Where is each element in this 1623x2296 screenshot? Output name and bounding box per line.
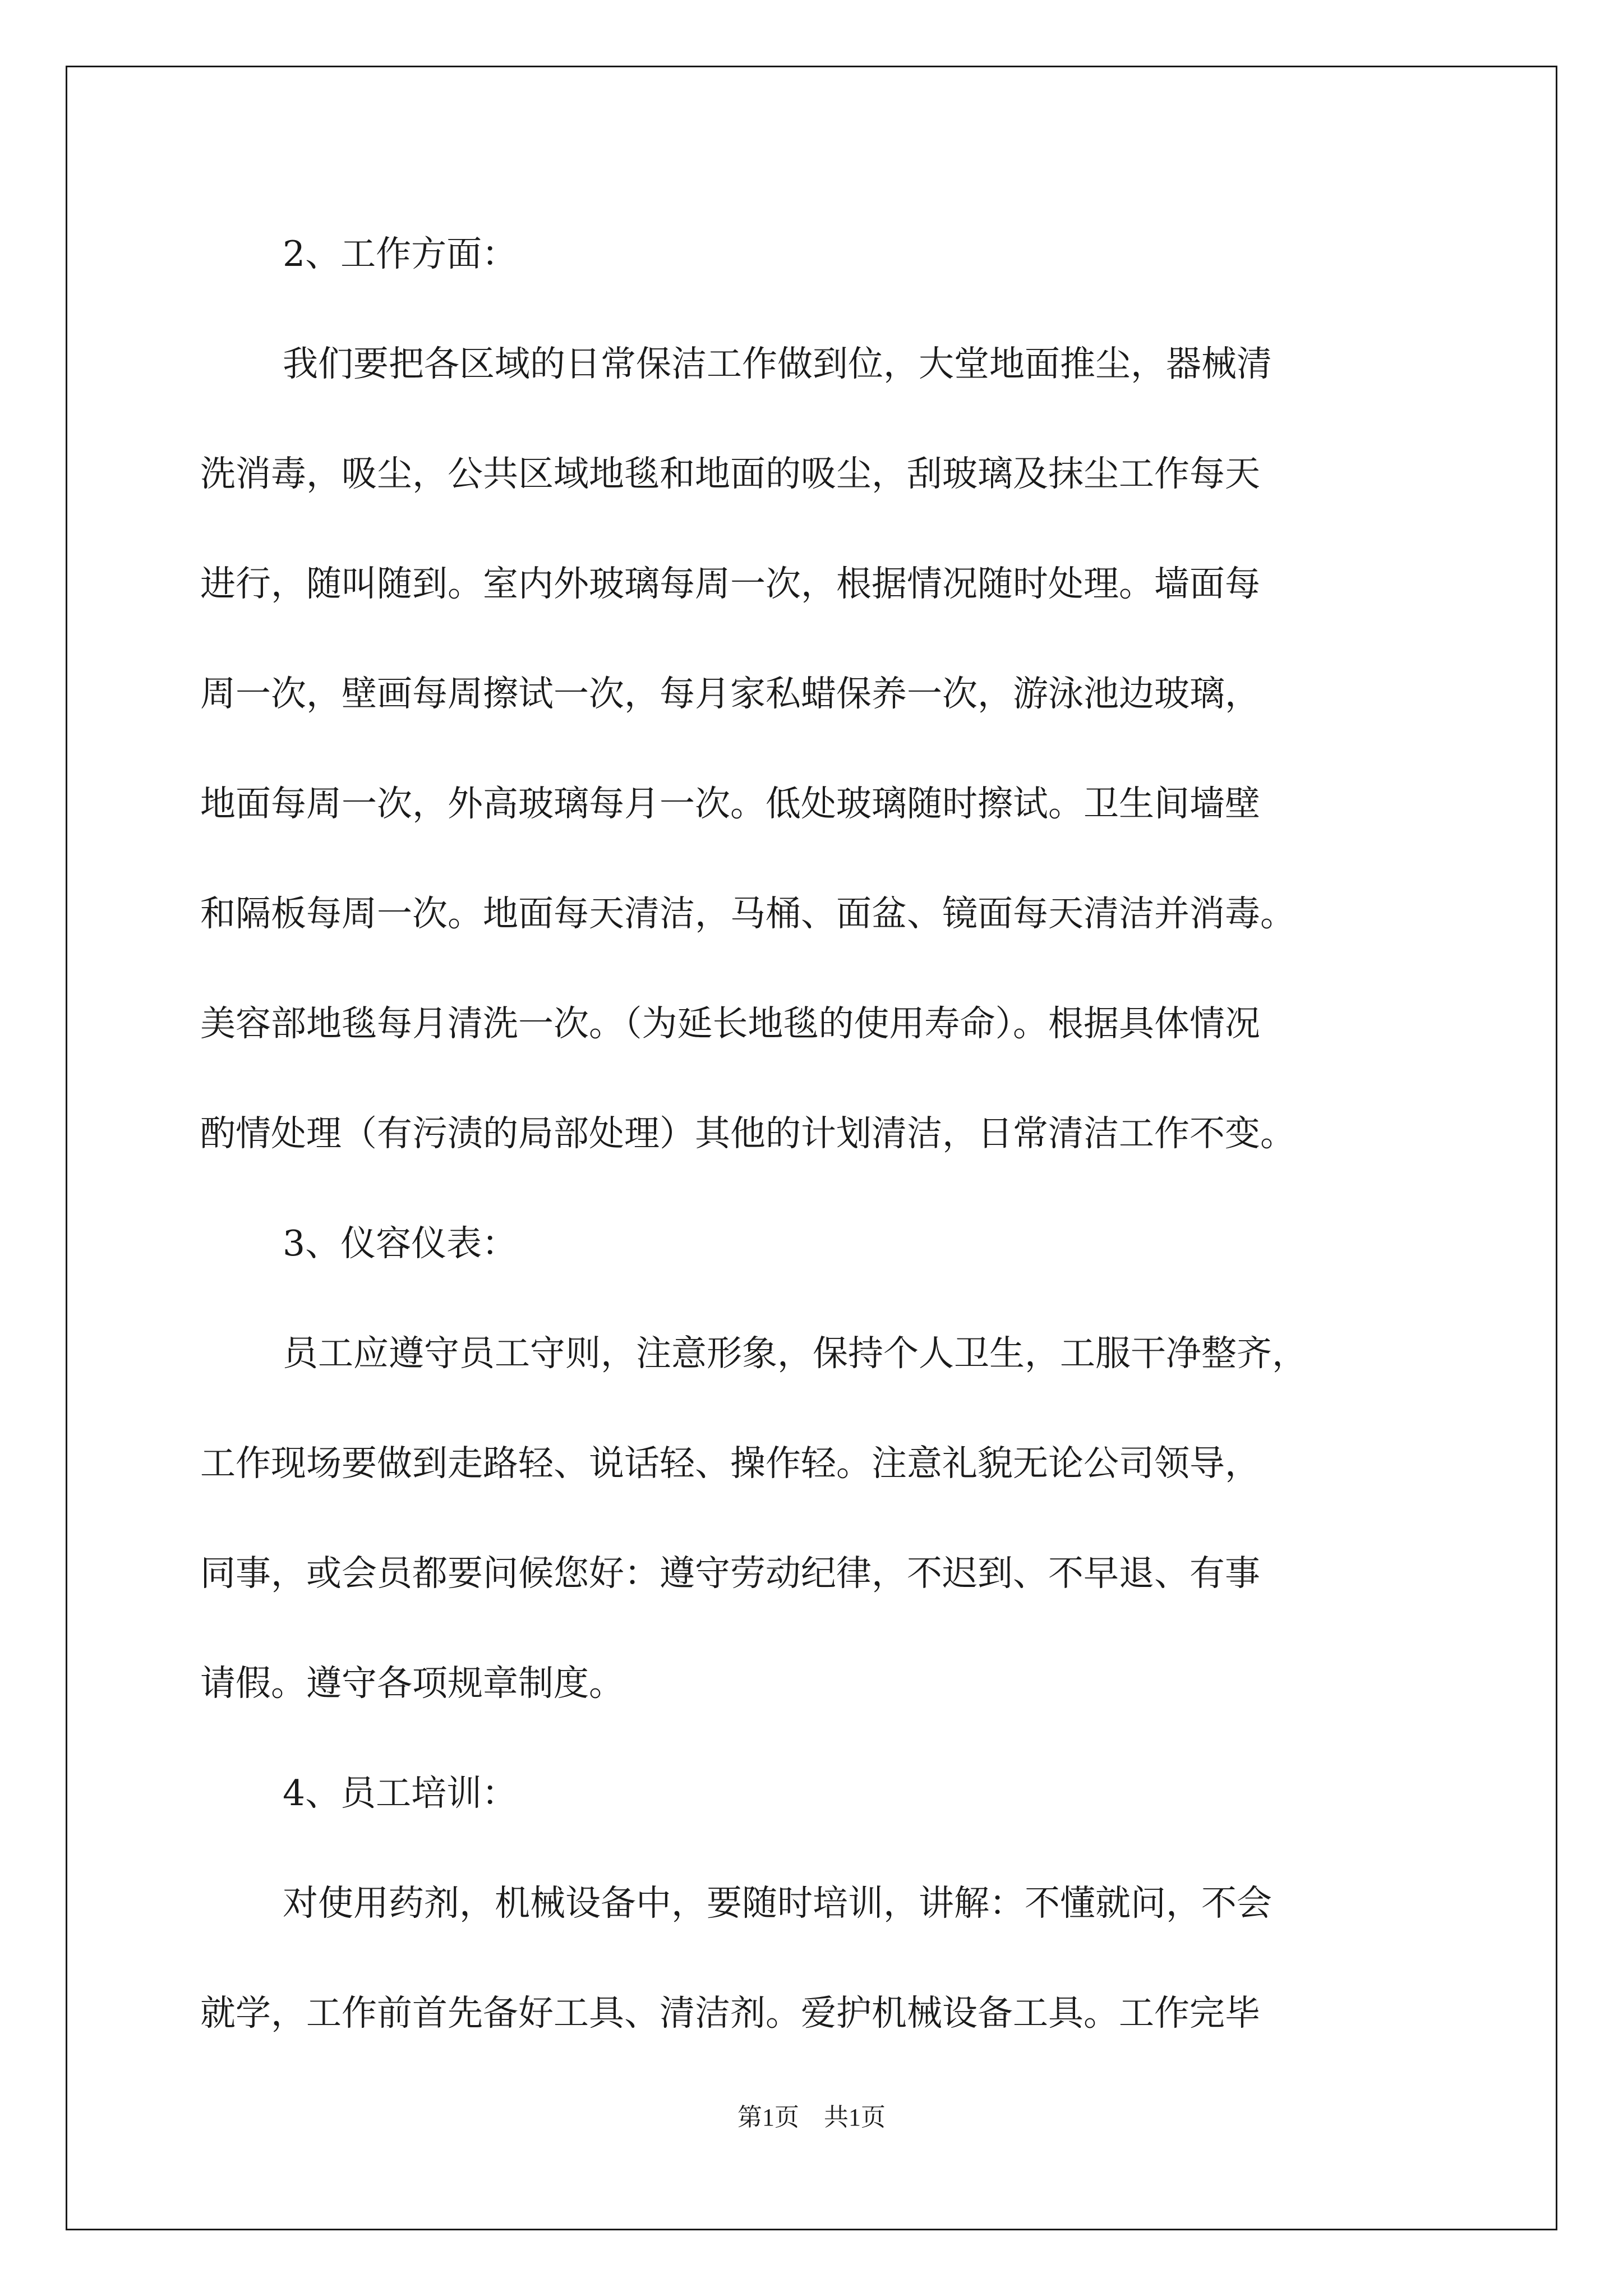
paragraph-line: 地面每周一次，外高玻璃每月一次。低处玻璃随时擦试。卫生间墙壁 xyxy=(200,783,1260,824)
page-number-current: 第1页 xyxy=(737,2104,799,2131)
paragraph-line: 和隔板每周一次。地面每天清洁，马桶、面盆、镜面每天清洁并消毒。 xyxy=(200,893,1295,934)
document-body xyxy=(200,199,1431,2068)
paragraph-line: 同事，或会员都要问候您好：遵守劳动纪律，不迟到、不早退、有事 xyxy=(200,1553,1260,1594)
page-number-total: 共1页 xyxy=(824,2104,886,2131)
paragraph-line: 员工应遵守员工守则，注意形象，保持个人卫生，工服干净整齐， xyxy=(283,1333,1307,1374)
section-heading: 2、工作方面： xyxy=(283,233,518,274)
paragraph-line: 我们要把各区域的日常保洁工作做到位，大堂地面推尘，器械清 xyxy=(283,343,1272,384)
paragraph-line: 酌情处理（有污渍的局部处理）其他的计划清洁，日常清洁工作不变。 xyxy=(200,1113,1295,1154)
paragraph-line: 洗消毒，吸尘，公共区域地毯和地面的吸尘，刮玻璃及抹尘工作每天 xyxy=(200,453,1260,494)
paragraph-line: 工作现场要做到走路轻、说话轻、操作轻。注意礼貌无论公司领导， xyxy=(200,1443,1260,1484)
paragraph-line: 进行，随叫随到。室内外玻璃每周一次，根据情况随时处理。墙面每 xyxy=(200,563,1260,604)
section-heading: 3、仪容仪表： xyxy=(283,1223,518,1264)
paragraph-line: 周一次，壁画每周擦试一次，每月家私蜡保养一次，游泳池边玻璃， xyxy=(200,673,1260,714)
paragraph-line: 美容部地毯每月清洗一次。（为延长地毯的使用寿命）。根据具体情况 xyxy=(200,1003,1260,1044)
paragraph-line: 就学，工作前首先备好工具、清洁剂。爱护机械设备工具。工作完毕 xyxy=(200,1993,1260,2033)
section-heading: 4、员工培训： xyxy=(283,1773,518,1814)
paragraph-line: 对使用药剂，机械设备中，要随时培训，讲解：不懂就问，不会 xyxy=(283,1883,1272,1924)
page-footer xyxy=(0,2097,1623,2133)
paragraph-line: 请假。遵守各项规章制度。 xyxy=(200,1663,624,1704)
